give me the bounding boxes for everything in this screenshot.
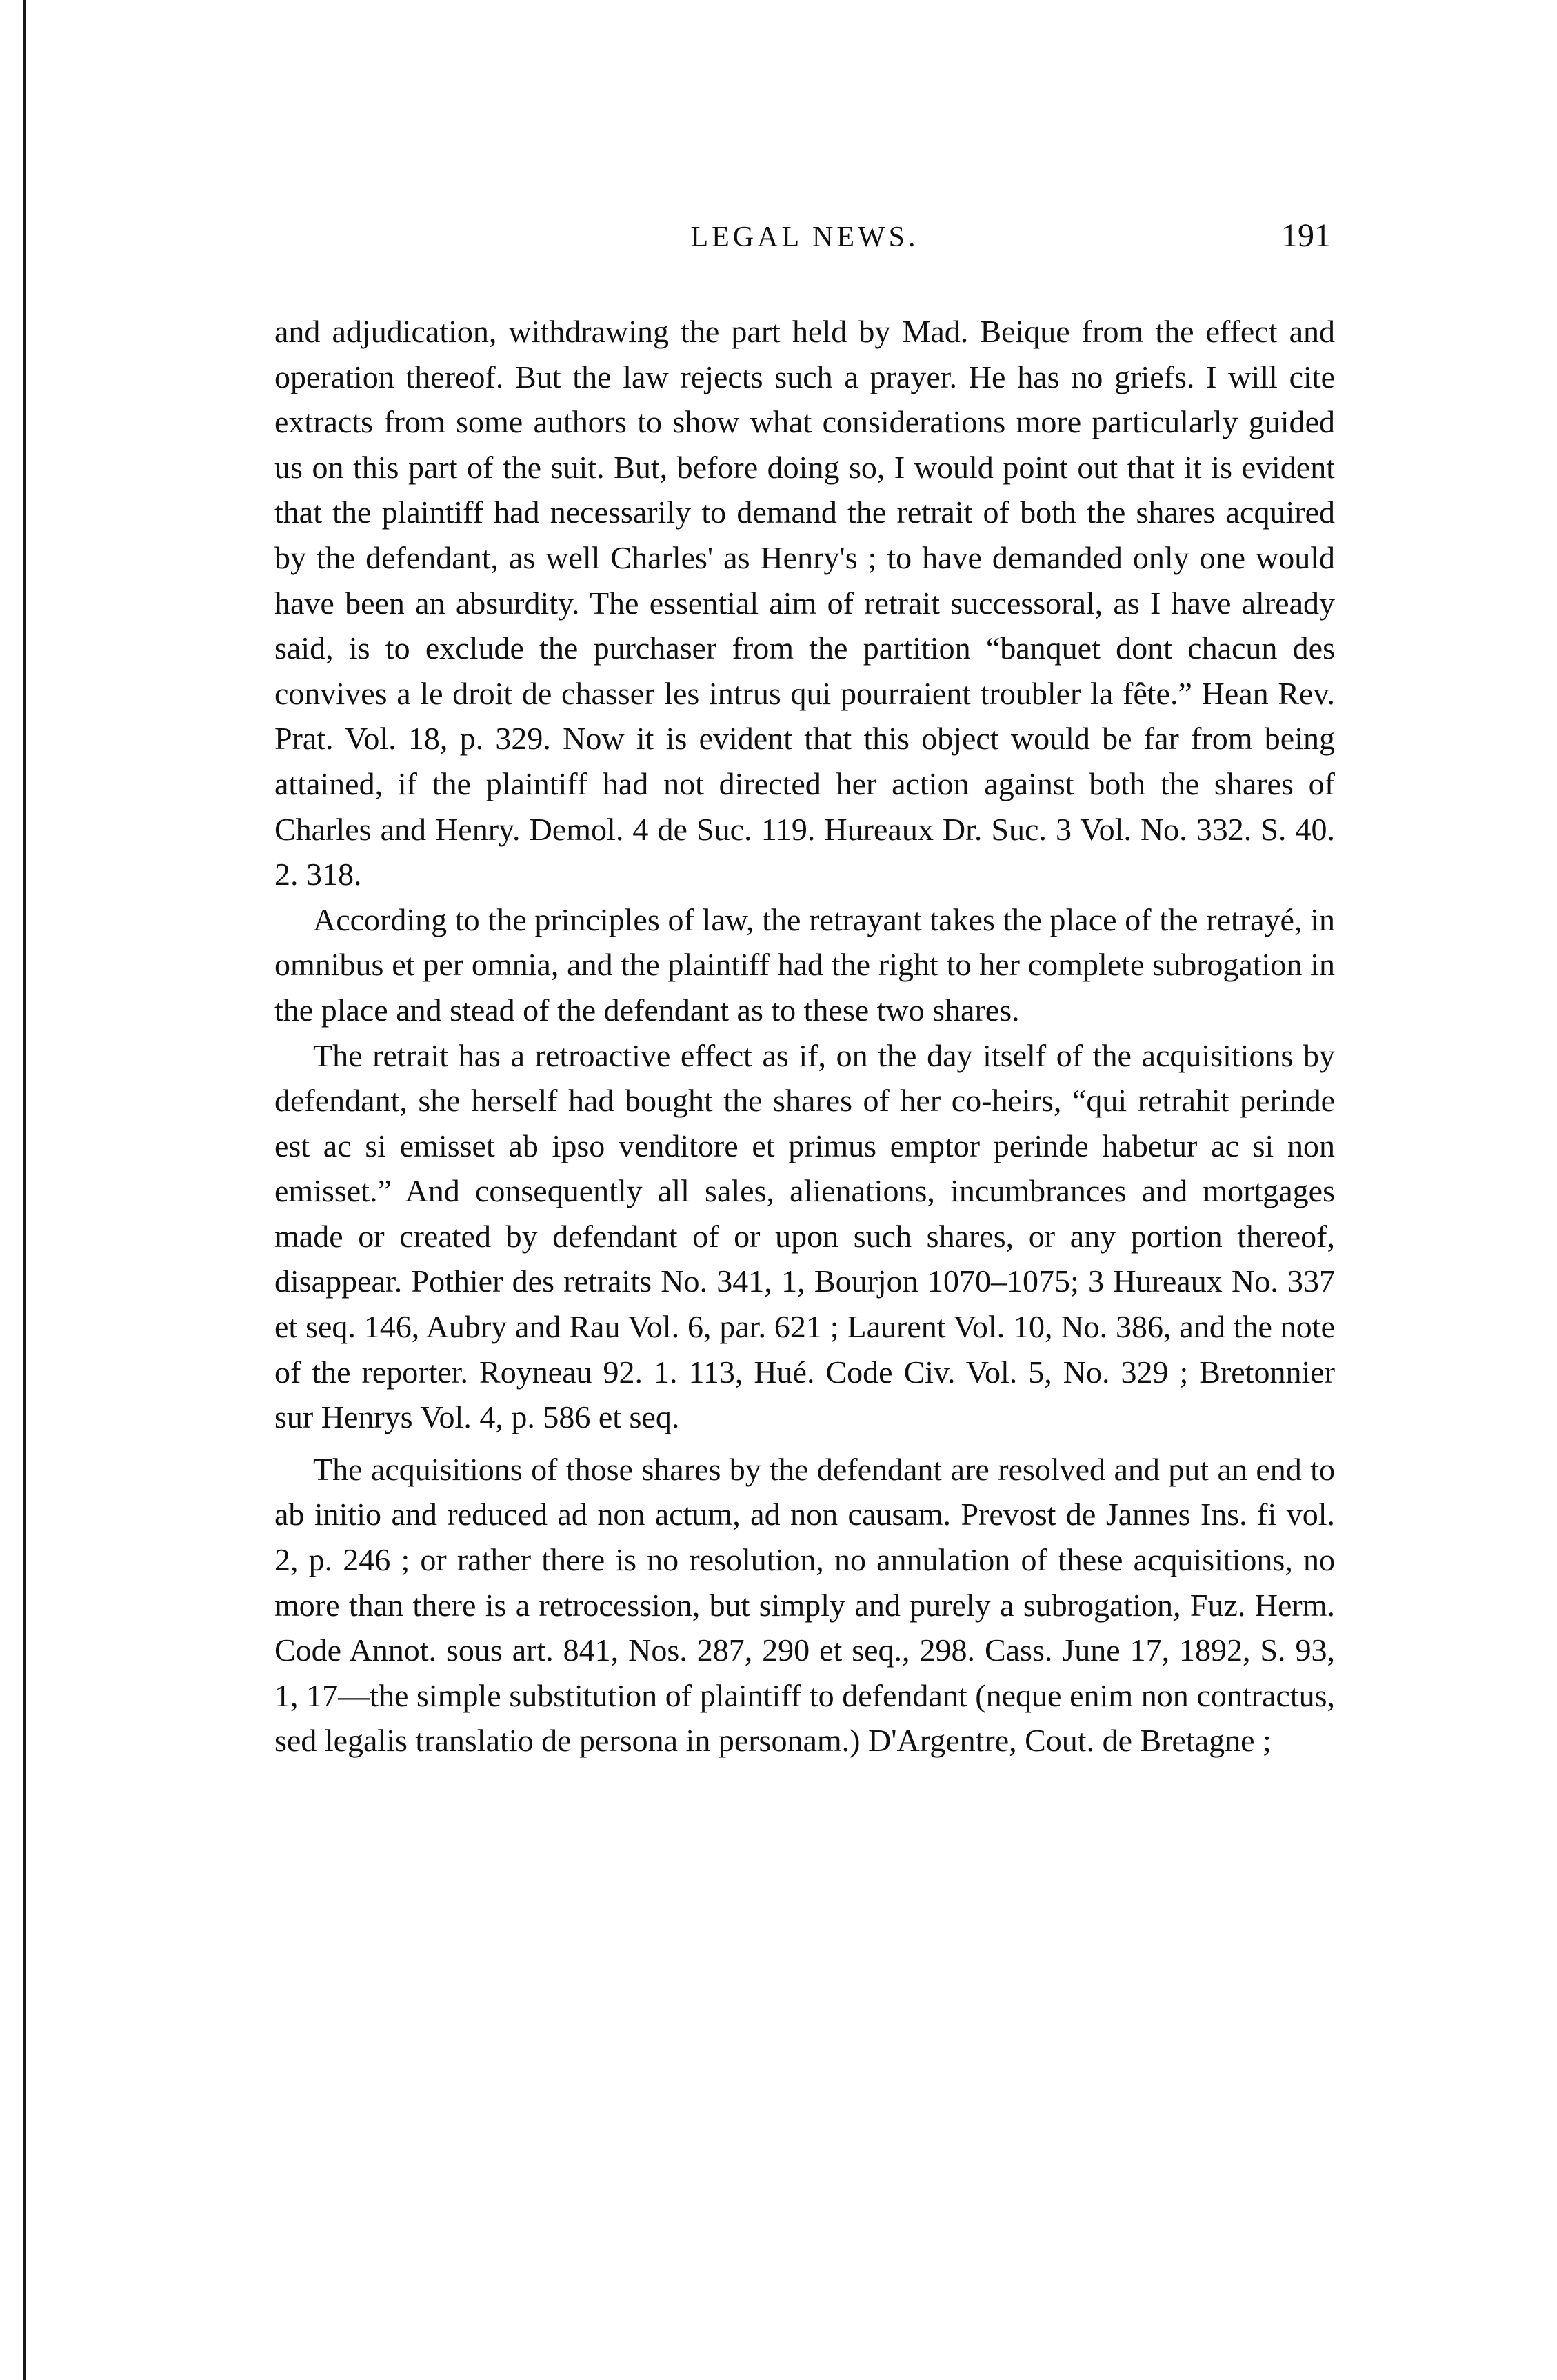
paragraph-3: The retrait has a retroactive effect as if, on the day itself of the acquisitions by defendant, she herself had bought the shares of her co-heirs, “qui retrahit perinde est ac si emisset ab ipso venditore et primus emptor perinde habetur ac si non emisset.” And consequently all sales, alienations, incumbrances and mortgages made or created by defendant of or upon such shares, or any portion thereof, disappear. Pothier des retraits No. 341, 1, Bourjon 1070–1075; 3 Hureaux No. 337 et seq. 146, Aubry and Rau Vol. 6, par. 621 ; Laurent Vol. 10, No. 386, and the note of the reporter. Royneau 92. 1. 113, Hué. Code Civ. Vol. 5, No. 329 ; Bretonnier sur Henrys Vol. 4, p. 586 et seq.	[274, 1037, 1335, 1435]
running-header	[274, 217, 1335, 269]
document-page	[274, 217, 1335, 1763]
paragraph-1: and adjudication, withdrawing the part held by Mad. Beique from the effect and operation thereof. But the law rejects such a prayer. He has no griefs. I will cite extracts from some authors to show what considerations more particularly guided us on this part of the suit. But, before doing so, I would point out that it is evident that the plaintiff had necessarily to demand the retrait of both the shares acquired by the defendant, as well Charles' as Henry's ; to have demanded only one would have been an absurdity. The essential aim of retrait successoral, as I have already said, is to exclude the purchaser from the partition “banquet dont chacun des convives a le droit de chasser les intrus qui pourraient troubler la fête.” Hean Rev. Prat. Vol. 18, p. 329. Now it is evident that this object would be far from being attained, if the plaintiff had not directed her action against both the shares of Charles and Henry. Demol. 4 de Suc. 119. Hureaux Dr. Suc. 3 Vol. No. 332. S. 40. 2. 318.	[274, 314, 1335, 892]
page-edge-line	[23, 0, 26, 2380]
page-number: 191	[1281, 217, 1331, 254]
paragraph-4: The acquisitions of those shares by the defendant are resolved and put an end to ab initio and reduced ad non actum, ad non causam. Prevost de Jannes Ins. fi vol. 2, p. 246 ; or rather there is no resolution, no annulation of these acquisitions, no more than there is a retrocession, but simply and purely a subrogation, Fuz. Herm. Code Annot. sous art. 841, Nos. 287, 290 et seq., 298. Cass. June 17, 1892, S. 93, 1, 17—the simple substitution of plaintiff to defendant (neque enim non contractus, sed legalis translatio de persona in personam.) D'Argentre, Cout. de Bretagne ;	[274, 1451, 1335, 1759]
paragraph-2: According to the principles of law, the retrayant takes the place of the retrayé, in omnibus et per omnia, and the plaintiff had the right to her complete subrogation in the place and stead of the defendant as to these two shares.	[274, 901, 1335, 1028]
running-title: LEGAL NEWS.	[690, 221, 919, 253]
body-text	[274, 309, 1335, 1763]
